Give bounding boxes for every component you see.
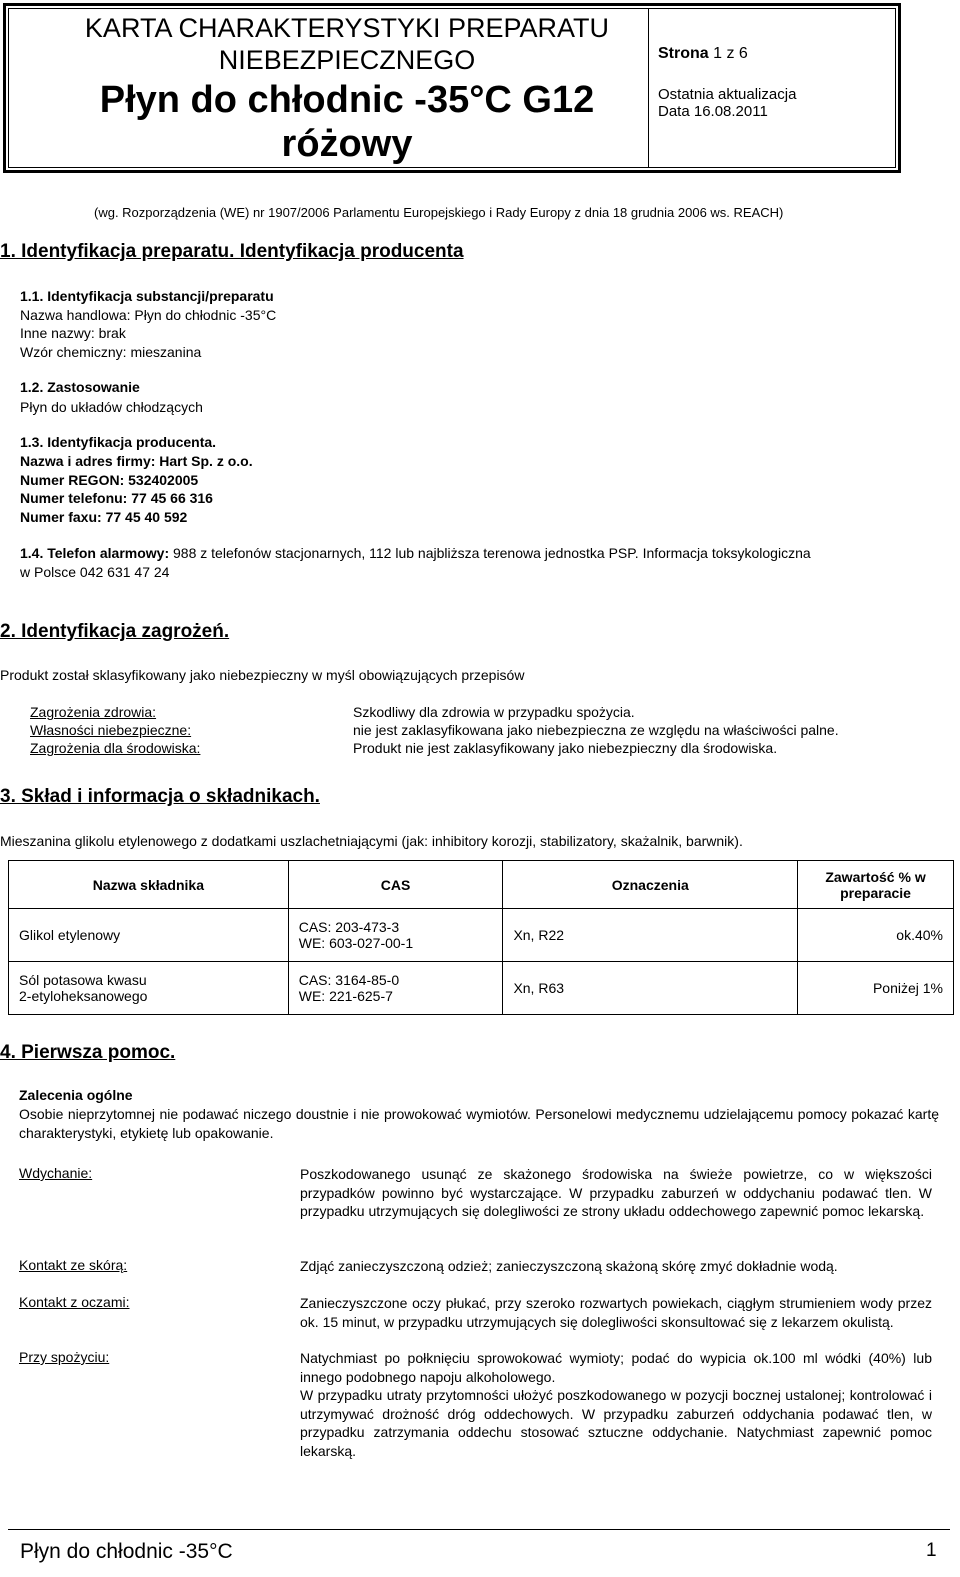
update-date: Data 16.08.2011 bbox=[658, 103, 768, 120]
table-header-row bbox=[9, 861, 954, 909]
component-name: Glikol etylenowy bbox=[9, 909, 289, 962]
s14-line bbox=[20, 544, 955, 563]
section3-title: 3. Skład i informacja o składnikach. bbox=[0, 786, 320, 807]
ingestion-text: Natychmiast po połknięciu sprowokować wymioty; podać do wypicia ok.100 ml wódki (40%) lub innego podobnego napoju alkoholowego. bbox=[300, 1350, 932, 1385]
s14-title: 1.4. Telefon alarmowy: bbox=[20, 545, 170, 561]
regulation-note: (wg. Rozporządzenia (WE) nr 1907/2006 Parlamentu Europejskiego i Rady Europy z dnia 18 grudnia 2006 ws. REACH) bbox=[94, 205, 784, 220]
skin-text: Zdjąć zanieczyszczoną odzież; zanieczyszczoną skażoną skórę zmyć dokładnie wodą. bbox=[300, 1258, 838, 1274]
page-label: Strona bbox=[658, 45, 709, 62]
component-cas bbox=[288, 909, 503, 962]
hazard-label: Własności niebezpieczne: bbox=[30, 722, 192, 738]
general-text: Osobie nieprzytomnej nie podawać niczego doustnie i nie prowokować wymiotów. Personelowi medycznemu udzielającemu pomocy pokazać kartę charakterystyki, etykietę lub opakowanie. bbox=[19, 1106, 939, 1141]
hazard-label: Zagrożenia dla środowiska: bbox=[30, 740, 201, 756]
section4-title: 4. Pierwsza pomoc. bbox=[0, 1042, 176, 1063]
composition-table bbox=[8, 860, 954, 1015]
ingestion-text2: W przypadku utraty przytomności ułożyć poszkodowanego w pozycji bocznej ustalonej; kontrolować i utrzymywać drożność dróg oddechowych. W przypadku zaburzeń oddychania podawać tlen, w przypadku zatrzymania oddechu stosować sztuczne oddychanie. Natychmiast zapewnić pomoc lekarską. bbox=[300, 1387, 932, 1459]
s11-line: Nazwa handlowa: Płyn do chłodnic -35°C bbox=[20, 307, 277, 323]
s11-title: 1.1. Identyfikacja substancji/preparatu bbox=[20, 288, 274, 304]
s14-text: 988 z telefonów stacjonarnych, 112 lub najbliższa terenowa jednostka PSP. Informacja toksykologiczna bbox=[173, 545, 811, 561]
eyes-text: Zanieczyszczone oczy płukać, przy szeroko rozwartych powiekach, ciągłym strumieniem wody przez ok. 15 minut, w przypadku utrzymujących się dolegliwości skonsultować się z lekarzem okulistą. bbox=[300, 1295, 932, 1330]
inhalation-label: Wdychanie: bbox=[19, 1165, 93, 1181]
component-content: ok.40% bbox=[798, 909, 954, 962]
update-label: Ostatnia aktualizacja bbox=[658, 86, 797, 103]
s13-line: Nazwa i adres firmy: Hart Sp. z o.o. bbox=[20, 453, 253, 469]
ingestion-label: Przy spożyciu: bbox=[19, 1349, 110, 1365]
table-header: Nazwa składnika bbox=[9, 861, 289, 909]
we-number: WE: 603-027-00-1 bbox=[298, 935, 414, 951]
we-number: WE: 221-625-7 bbox=[298, 988, 393, 1004]
general-title: Zalecenia ogólne bbox=[19, 1087, 133, 1103]
table-row bbox=[9, 909, 954, 962]
section2-title: 2. Identyfikacja zagrożeń. bbox=[0, 621, 230, 642]
cas-number: CAS: 3164-85-0 bbox=[298, 972, 400, 988]
hazard-value: nie jest zaklasyfikowana jako niebezpieczna ze względu na właściwości palne. bbox=[353, 722, 839, 738]
product-name: Płyn do chłodnic -35°C G12 różowy bbox=[99, 79, 595, 165]
page-value: 1 z 6 bbox=[713, 45, 748, 62]
section1-title: 1. Identyfikacja preparatu. Identyfikacja producenta bbox=[0, 241, 464, 262]
page-indicator bbox=[658, 45, 748, 63]
s13-title: 1.3. Identyfikacja producenta. bbox=[20, 434, 217, 450]
section2-intro: Produkt został sklasyfikowany jako niebezpieczny w myśl obowiązujących przepisów bbox=[0, 667, 525, 683]
s14-text2: w Polsce 042 631 47 24 bbox=[20, 564, 170, 580]
component-name-line: Sól potasowa kwasu bbox=[19, 972, 147, 988]
s11-line: Wzór chemiczny: mieszanina bbox=[20, 344, 202, 360]
skin-label: Kontakt ze skórą: bbox=[19, 1257, 128, 1273]
table-header: Oznaczenia bbox=[503, 861, 798, 909]
footer-product: Płyn do chłodnic -35°C bbox=[20, 1540, 233, 1563]
component-marks: Xn, R22 bbox=[503, 909, 798, 962]
inhalation-text: Poszkodowanego usunąć ze skażonego środowiska na świeże powietrze, co w większości przypadków powinno być wystarczające. W przypadku zaburzeń w oddychaniu podawać tlen. W przypadku utrzymujących się dolegliwości ze strony układu oddechowego zapewnić pomoc lekarską. bbox=[300, 1166, 932, 1219]
section3-intro: Mieszanina glikolu etylenowego z dodatkami uszlachetniającymi (jak: inhibitory korozji, stabilizatory, skażalnik, barwnik). bbox=[0, 833, 743, 849]
s11-line: Inne nazwy: brak bbox=[20, 325, 126, 341]
s12-text: Płyn do układów chłodzących bbox=[20, 399, 203, 415]
footer-divider bbox=[8, 1529, 950, 1530]
s12-title: 1.2. Zastosowanie bbox=[20, 379, 140, 395]
s13-line: Numer telefonu: 77 45 66 316 bbox=[20, 490, 213, 506]
eyes-label: Kontakt z oczami: bbox=[19, 1294, 130, 1310]
table-row bbox=[9, 962, 954, 1015]
component-name-line: 2-etyloheksanowego bbox=[19, 988, 148, 1004]
s13-line: Numer REGON: 532402005 bbox=[20, 472, 199, 488]
document-title: KARTA CHARAKTERYSTYKI PREPARATU NIEBEZPIECZNEGO bbox=[84, 13, 610, 75]
cas-number: CAS: 203-473-3 bbox=[298, 919, 400, 935]
footer-page-number: 1 bbox=[926, 1540, 937, 1561]
component-marks: Xn, R63 bbox=[503, 962, 798, 1015]
component-content: Poniżej 1% bbox=[798, 962, 954, 1015]
hazard-value: Szkodliwy dla zdrowia w przypadku spożycia. bbox=[353, 704, 635, 720]
component-name bbox=[9, 962, 289, 1015]
table-header: CAS bbox=[288, 861, 503, 909]
component-cas bbox=[288, 962, 503, 1015]
hazard-label: Zagrożenia zdrowia: bbox=[30, 704, 157, 720]
s13-line: Numer faxu: 77 45 40 592 bbox=[20, 509, 188, 525]
table-header: Zawartość % w preparacie bbox=[798, 861, 954, 909]
hazard-value: Produkt nie jest zaklasyfikowany jako niebezpieczny dla środowiska. bbox=[353, 740, 778, 756]
header-divider bbox=[648, 8, 649, 168]
